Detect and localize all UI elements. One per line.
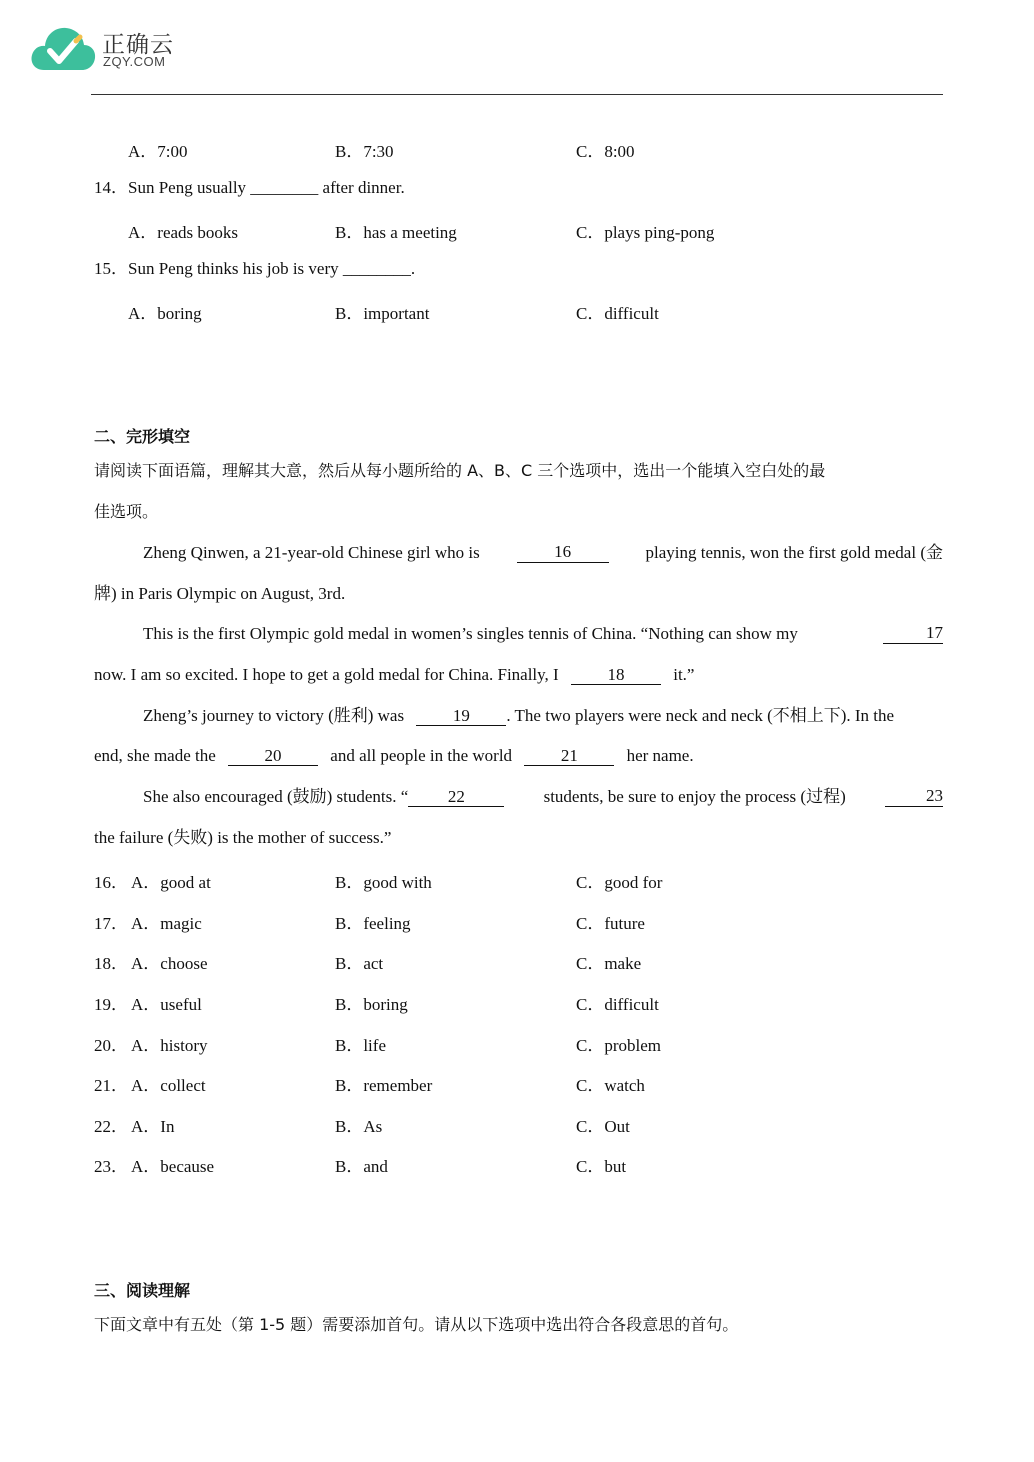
option-c: C．Out	[576, 1117, 630, 1136]
passage-text: students, be sure to enjoy the process (过程)	[543, 787, 846, 806]
q14-option-b: B．has a meeting	[335, 223, 457, 242]
option-c: C．make	[576, 954, 642, 973]
option-b: B．good with	[335, 873, 432, 892]
blank-16: 16	[517, 543, 609, 563]
option-c: C．future	[576, 914, 645, 933]
option-c: C．but	[576, 1157, 627, 1176]
option-b: B．As	[335, 1117, 383, 1136]
passage-text: playing tennis, won the first gold medal (金	[645, 543, 943, 562]
passage-text: She also encouraged (鼓励) students. “	[143, 787, 409, 806]
q15-option-b: B．important	[335, 304, 430, 323]
q13-option-a: A．7:00	[128, 142, 188, 161]
q14-stem: 14．Sun Peng usually ________ after dinner.	[94, 178, 405, 197]
option-b: B．and	[335, 1157, 388, 1176]
option-a: A．In	[131, 1117, 175, 1136]
blank-22: 22	[408, 788, 504, 807]
passage-text: her name.	[626, 746, 694, 765]
option-a: A．history	[131, 1036, 208, 1055]
section2-title: 二、完形填空	[94, 427, 191, 446]
option-b: B．remember	[335, 1076, 433, 1095]
blank-21: 21	[524, 747, 614, 766]
section2-instruction-line2: 佳选项。	[94, 502, 159, 521]
passage-text: now. I am so excited. I hope to get a gold medal for China. Finally, I	[94, 665, 559, 684]
brand-logo	[30, 24, 180, 74]
passage-p1-line1	[143, 543, 943, 563]
q15-option-c: C．difficult	[576, 304, 659, 323]
passage-text: and all people in the world	[330, 746, 513, 765]
q15-stem: 15．Sun Peng thinks his job is very ________.	[94, 259, 416, 278]
option-a: A．choose	[131, 954, 208, 973]
q14-option-c: C．plays ping-pong	[576, 223, 715, 242]
passage-text: Zheng’s journey to victory (胜利) was	[143, 706, 405, 725]
option-b: B．act	[335, 954, 384, 973]
question-number: 21．	[94, 1076, 128, 1095]
question-number: 23．	[94, 1157, 128, 1176]
passage-p2-line1	[143, 624, 943, 644]
option-a: A．collect	[131, 1076, 206, 1095]
option-b: B．life	[335, 1036, 386, 1055]
option-b: B．feeling	[335, 914, 411, 933]
passage-p3-line2	[94, 746, 944, 766]
blank-20: 20	[228, 747, 318, 766]
passage-p1-line2: 牌) in Paris Olympic on August, 3rd.	[94, 584, 346, 603]
passage-text: it.”	[673, 665, 695, 684]
option-c: C．difficult	[576, 995, 659, 1014]
question-number: 19．	[94, 995, 128, 1014]
option-a: A．because	[131, 1157, 215, 1176]
section3-title: 三、阅读理解	[94, 1281, 191, 1300]
question-number: 20．	[94, 1036, 128, 1055]
question-number: 17．	[94, 914, 128, 933]
section2-instruction-line1: 请阅读下面语篇，理解其大意，然后从每小题所给的 A、B、C 三个选项中，选出一个能填入空白处的最	[94, 461, 826, 480]
q15-option-a: A．boring	[128, 304, 202, 323]
blank-18: 18	[571, 666, 661, 685]
passage-p4-line1	[143, 787, 943, 807]
q13-option-b: B．7:30	[335, 142, 394, 161]
blank-19: 19	[416, 707, 506, 726]
blank-17: 17	[883, 624, 943, 644]
cloud-check-icon	[30, 24, 96, 72]
option-a: A．useful	[131, 995, 202, 1014]
option-a: A．magic	[131, 914, 202, 933]
passage-text: . The two players were neck and neck (不相上下). In the	[506, 706, 895, 725]
passage-text: end, she made the	[94, 746, 216, 765]
question-number: 16．	[94, 873, 128, 892]
logo-text-en: ZQY.COM	[103, 54, 166, 69]
option-a: A．good at	[131, 873, 211, 892]
section3-instruction: 下面文章中有五处（第 1-5 题）需要添加首句。请从以下选项中选出符合各段意思的首句。	[94, 1315, 739, 1334]
option-c: C．watch	[576, 1076, 645, 1095]
option-c: C．problem	[576, 1036, 661, 1055]
passage-p3-line1	[143, 706, 943, 726]
option-b: B．boring	[335, 995, 408, 1014]
header-divider	[91, 94, 943, 95]
q14-option-a: A．reads books	[128, 223, 239, 242]
blank-23: 23	[885, 787, 943, 807]
q13-option-c: C．8:00	[576, 142, 635, 161]
question-number: 18．	[94, 954, 128, 973]
passage-text: This is the first Olympic gold medal in women’s singles tennis of China. “Nothing can show my	[143, 624, 798, 643]
passage-p4-line2: the failure (失败) is the mother of success.”	[94, 828, 392, 847]
question-number: 22．	[94, 1117, 128, 1136]
passage-p2-line2	[94, 665, 944, 685]
option-c: C．good for	[576, 873, 663, 892]
passage-text: Zheng Qinwen, a 21-year-old Chinese girl who is	[143, 543, 480, 562]
logo-text-cn: 正确云	[102, 32, 174, 58]
